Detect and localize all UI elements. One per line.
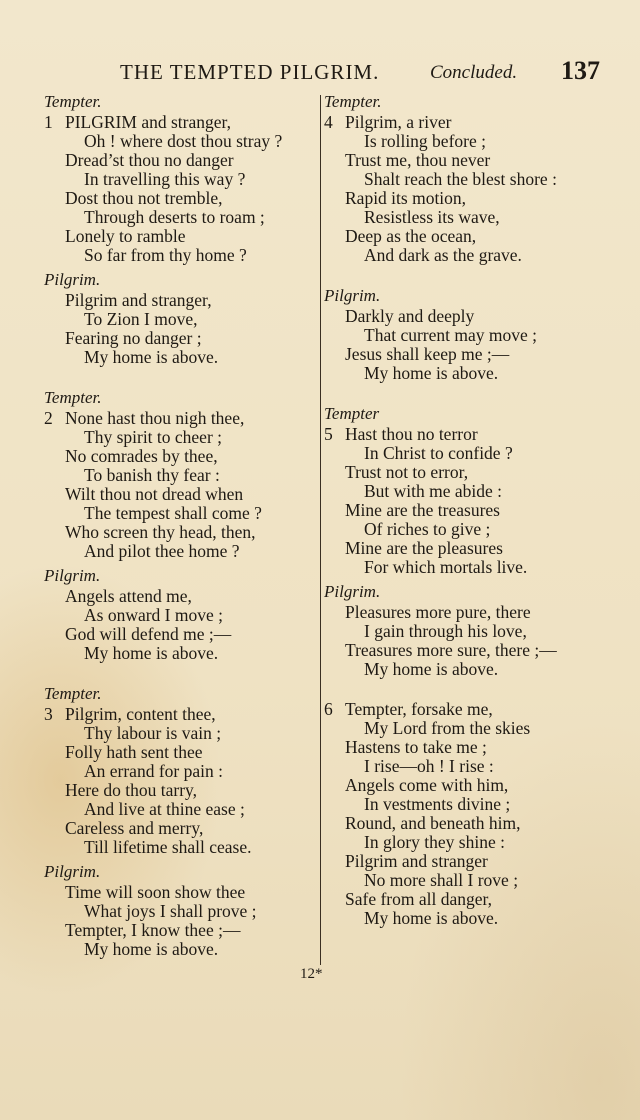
verse-text: In travelling this way ? [84, 169, 246, 189]
verse-text: Who screen thy head, then, [65, 522, 256, 542]
verse-text: Dread’st thou no danger [65, 150, 234, 170]
verse-line [324, 738, 624, 757]
verse-line [324, 558, 624, 577]
verse-text: My home is above. [84, 347, 219, 367]
verse-line [44, 170, 334, 189]
verse-text: My Lord from the skies [364, 718, 531, 738]
verse-text: PILGRIM and stranger, [65, 112, 232, 132]
verse-line [44, 523, 334, 542]
stanza-block [44, 684, 334, 857]
verse-line [324, 909, 624, 928]
verse-line [324, 776, 624, 795]
verse-text: Pilgrim, content thee, [65, 704, 216, 724]
verse-line [324, 603, 624, 622]
verse-line [324, 307, 624, 326]
verse-line [324, 539, 624, 558]
verse-line [44, 542, 334, 561]
verse-text: Safe from all danger, [345, 889, 493, 909]
verse-line [44, 348, 334, 367]
signature-mark: 12* [300, 966, 323, 982]
verse-text: And live at thine ease ; [84, 799, 245, 819]
verse-text: The tempest shall come ? [84, 503, 262, 523]
verse-text: Fearing no danger ; [65, 328, 202, 348]
speaker-label: Pilgrim. [324, 582, 381, 601]
verse-text: Thy labour is vain ; [84, 723, 222, 743]
verse-text: To Zion I move, [84, 309, 198, 329]
stanza-block [44, 862, 334, 959]
verse-text: Pilgrim and stranger, [65, 290, 212, 310]
verse-text: Angels come with him, [345, 775, 509, 795]
verse-line [44, 921, 334, 940]
verse-line [324, 641, 624, 660]
verse-line [44, 329, 334, 348]
verse-text: Here do thou tarry, [65, 780, 198, 800]
stanza-block [324, 582, 624, 679]
verse-text: Till lifetime shall cease. [84, 837, 252, 857]
verse-line [44, 838, 334, 857]
verse-line [44, 208, 334, 227]
verse-text: Oh ! where dost thou stray ? [84, 131, 283, 151]
verse-text: In vestments divine ; [364, 794, 511, 814]
verse-text: Is rolling before ; [364, 131, 486, 151]
verse-line [324, 890, 624, 909]
verse-text: Careless and merry, [65, 818, 204, 838]
verse-text: Pleasures more pure, there [345, 602, 531, 622]
running-header [120, 56, 600, 90]
verse-line [324, 425, 624, 444]
speaker-label: Tempter. [324, 92, 382, 111]
verse-line [44, 189, 334, 208]
verse-line [44, 705, 334, 724]
page-number: 137 [561, 56, 600, 85]
verse-line [44, 940, 334, 959]
verse-line [324, 227, 624, 246]
stanza-block [324, 700, 624, 928]
verse-line [324, 208, 624, 227]
verse-text: Time will soon show thee [65, 882, 246, 902]
stanza-number: 6 [324, 699, 333, 719]
speaker-label: Pilgrim. [44, 862, 101, 881]
verse-line [44, 781, 334, 800]
verse-text: Wilt thou not dread when [65, 484, 244, 504]
verse-text: Through deserts to roam ; [84, 207, 265, 227]
verse-text: Darkly and deeply [345, 306, 475, 326]
verse-text: My home is above. [364, 363, 499, 383]
verse-text: And dark as the grave. [364, 245, 522, 265]
verse-text: My home is above. [84, 939, 219, 959]
verse-line [44, 132, 334, 151]
verse-line [324, 463, 624, 482]
verse-text: Trust me, thou never [345, 150, 491, 170]
verse-line [44, 504, 334, 523]
verse-text: I gain through his love, [364, 621, 527, 641]
verse-line [44, 819, 334, 838]
verse-text: Mine are the pleasures [345, 538, 503, 558]
verse-text: No more shall I rove ; [364, 870, 519, 890]
verse-text: My home is above. [84, 643, 219, 663]
verse-text: My home is above. [364, 659, 499, 679]
stanza-block [324, 286, 624, 383]
verse-line [324, 852, 624, 871]
page-subtitle: Concluded. [430, 62, 518, 83]
verse-line [44, 428, 334, 447]
stanza-block [324, 404, 624, 577]
verse-text: But with me abide : [364, 481, 503, 501]
verse-line [324, 345, 624, 364]
verse-line [44, 587, 334, 606]
verse-line [44, 883, 334, 902]
verse-line [44, 644, 334, 663]
verse-text: God will defend me ;— [65, 624, 232, 644]
verse-line [324, 795, 624, 814]
verse-text: I rise—oh ! I rise : [364, 756, 494, 776]
verse-line [324, 501, 624, 520]
verse-text: Lonely to ramble [65, 226, 186, 246]
stanza-block [44, 388, 334, 561]
verse-text: Mine are the treasures [345, 500, 500, 520]
stanza-number: 1 [44, 112, 53, 132]
stanza-number: 4 [324, 112, 333, 132]
stanza-number: 3 [44, 704, 53, 724]
verse-text: In Christ to confide ? [364, 443, 513, 463]
verse-line [44, 409, 334, 428]
verse-line [324, 444, 624, 463]
verse-text: What joys I shall prove ; [84, 901, 257, 921]
verse-line [44, 227, 334, 246]
verse-line [324, 170, 624, 189]
stanza-number: 2 [44, 408, 53, 428]
verse-text: An errand for pain : [84, 761, 223, 781]
stanza-block [44, 92, 334, 265]
verse-line [324, 757, 624, 776]
verse-line [44, 485, 334, 504]
verse-text: Treasures more sure, there ;— [345, 640, 557, 660]
verse-line [44, 113, 334, 132]
verse-text: As onward I move ; [84, 605, 224, 625]
verse-line [324, 833, 624, 852]
verse-line [44, 151, 334, 170]
verse-text: None hast thou nigh thee, [65, 408, 245, 428]
speaker-label: Tempter. [44, 684, 102, 703]
verse-line [324, 113, 624, 132]
verse-text: And pilot thee home ? [84, 541, 240, 561]
verse-text: That current may move ; [364, 325, 537, 345]
stanza-block [324, 92, 624, 265]
verse-text: Resistless its wave, [364, 207, 500, 227]
verse-line [324, 660, 624, 679]
verse-line [44, 625, 334, 644]
verse-text: Thy spirit to cheer ; [84, 427, 223, 447]
stanza-block [44, 566, 334, 663]
stanza-block [44, 270, 334, 367]
verse-text: Tempter, I know thee ;— [65, 920, 241, 940]
speaker-label: Tempter. [44, 388, 102, 407]
verse-text: Folly hath sent thee [65, 742, 203, 762]
verse-text: Jesus shall keep me ;— [345, 344, 510, 364]
speaker-label: Pilgrim. [324, 286, 381, 305]
verse-text: Tempter, forsake me, [345, 699, 493, 719]
verse-line [324, 132, 624, 151]
verse-line [44, 902, 334, 921]
verse-line [324, 246, 624, 265]
verse-line [44, 447, 334, 466]
verse-line [324, 719, 624, 738]
verse-text: To banish thy fear : [84, 465, 220, 485]
verse-text: In glory they shine : [364, 832, 505, 852]
verse-text: So far from thy home ? [84, 245, 247, 265]
verse-line [44, 724, 334, 743]
page-title: THE TEMPTED PILGRIM. [120, 60, 380, 84]
verse-line [324, 871, 624, 890]
verse-line [324, 364, 624, 383]
verse-text: Angels attend me, [65, 586, 192, 606]
verse-line [324, 622, 624, 641]
verse-line [324, 189, 624, 208]
verse-line [324, 520, 624, 539]
speaker-label: Tempter. [44, 92, 102, 111]
verse-text: Trust not to error, [345, 462, 469, 482]
verse-line [324, 814, 624, 833]
verse-text: My home is above. [364, 908, 499, 928]
verse-text: Round, and beneath him, [345, 813, 521, 833]
speaker-label: Pilgrim. [44, 566, 101, 585]
verse-text: Pilgrim, a river [345, 112, 452, 132]
verse-text: Dost thou not tremble, [65, 188, 223, 208]
verse-line [324, 700, 624, 719]
verse-text: Rapid its motion, [345, 188, 467, 208]
verse-line [44, 743, 334, 762]
verse-line [44, 800, 334, 819]
verse-text: No comrades by thee, [65, 446, 218, 466]
verse-text: Shalt reach the blest shore : [364, 169, 557, 189]
verse-text: Hastens to take me ; [345, 737, 487, 757]
verse-line [44, 246, 334, 265]
verse-line [44, 291, 334, 310]
verse-text: Pilgrim and stranger [345, 851, 488, 871]
speaker-label: Tempter [324, 404, 380, 423]
verse-text: Deep as the ocean, [345, 226, 477, 246]
verse-line [324, 482, 624, 501]
verse-text: Hast thou no terror [345, 424, 478, 444]
speaker-label: Pilgrim. [44, 270, 101, 289]
verse-text: Of riches to give ; [364, 519, 491, 539]
verse-line [324, 151, 624, 170]
verse-text: For which mortals live. [364, 557, 528, 577]
verse-line [44, 762, 334, 781]
stanza-number: 5 [324, 424, 333, 444]
verse-line [44, 310, 334, 329]
verse-line [44, 466, 334, 485]
verse-line [324, 326, 624, 345]
verse-line [44, 606, 334, 625]
